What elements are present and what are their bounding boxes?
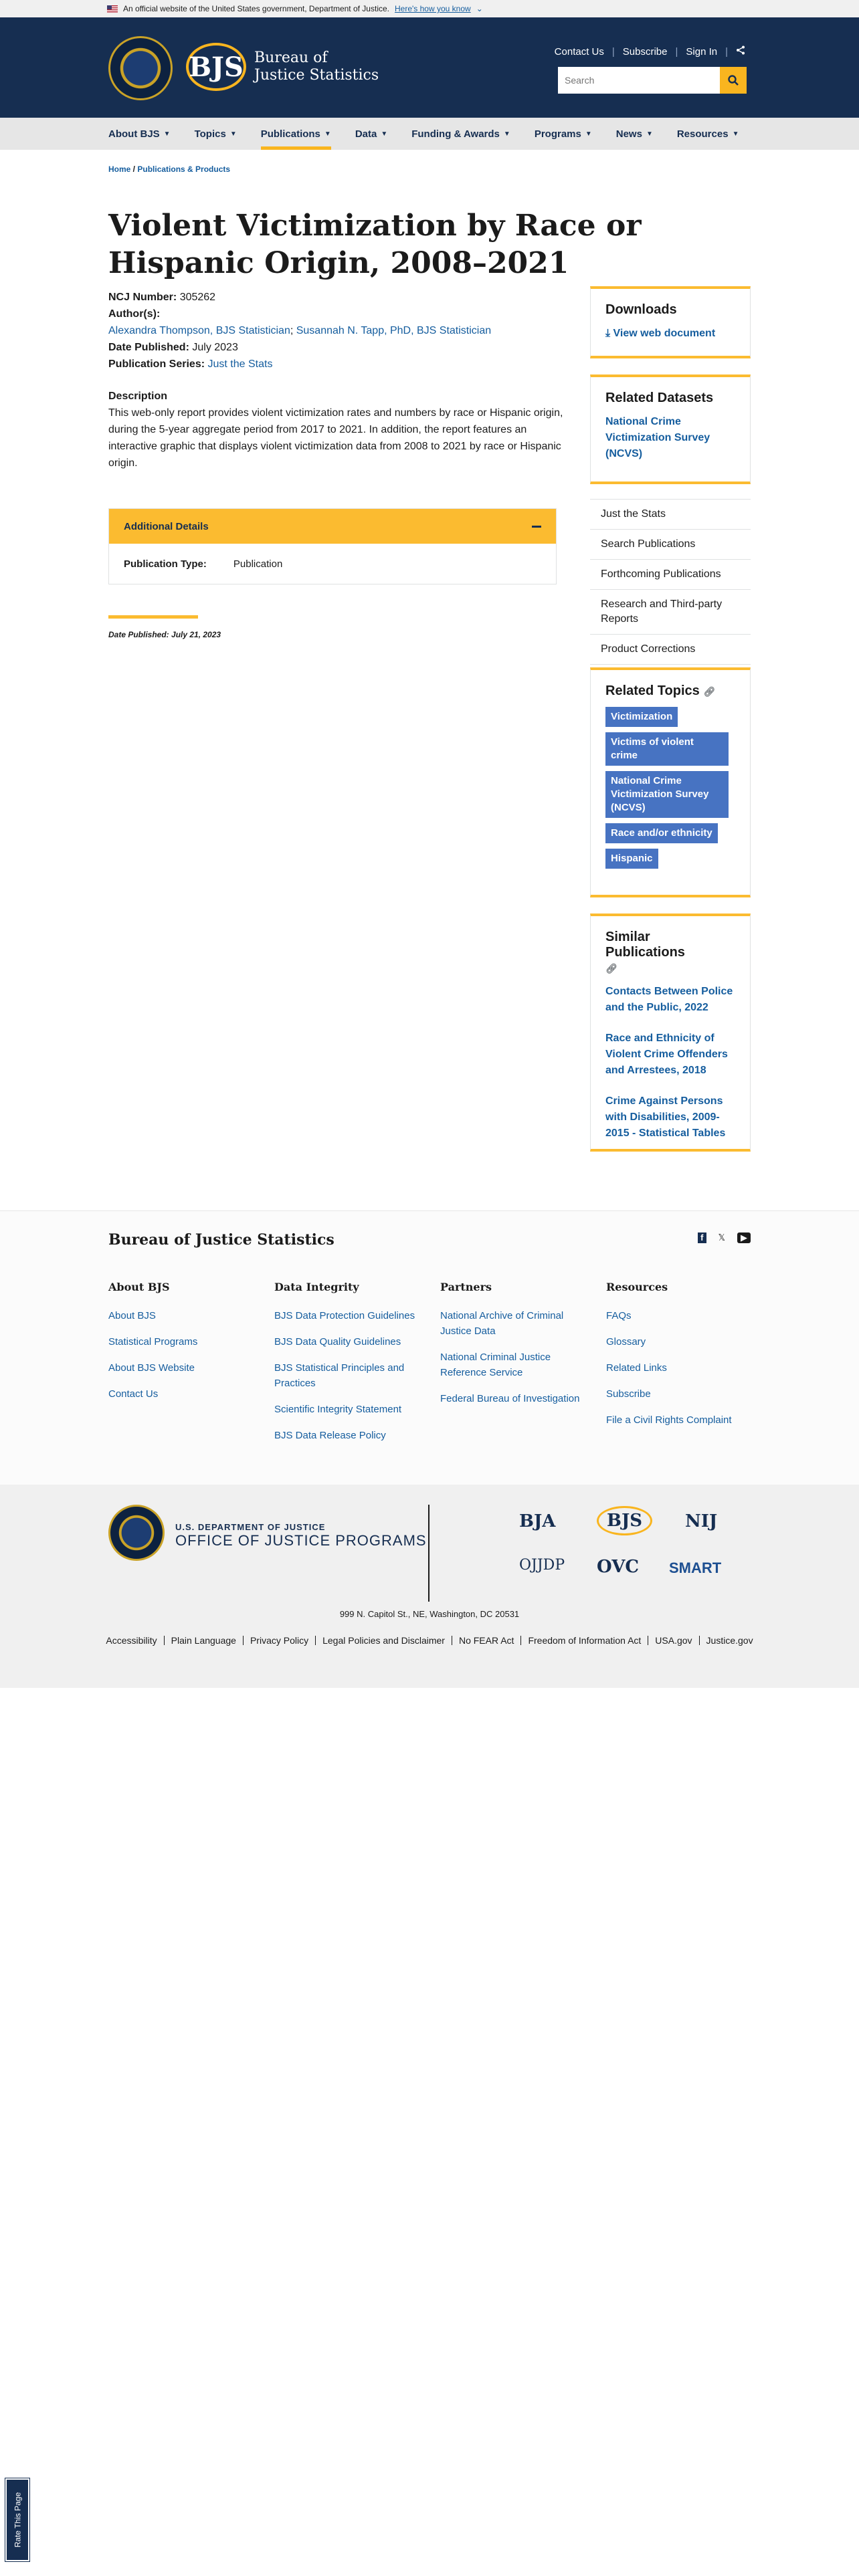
side-link[interactable]: Forthcoming Publications [590,559,751,589]
similar-title: Similar Publications [605,930,685,960]
ncj-number: 305262 [179,292,216,303]
date-published-footer: Date Published: July 21, 2023 [108,630,221,639]
nav-topics[interactable]: Topics ▼ [194,128,237,140]
footer-legal-link[interactable]: No FEAR Act [452,1636,521,1645]
side-link[interactable]: Search Publications [590,529,751,559]
gov-banner [0,0,859,17]
footer-link[interactable]: National Archive of Criminal Justice Data [440,1310,564,1337]
chevron-down-icon[interactable]: ⌄ [476,4,483,13]
similar-link[interactable]: Crime Against Persons with Disabilities, 2009-2015 - Statistical Tables [605,1095,726,1139]
downloads-box [590,286,751,358]
contact-us-link[interactable]: Contact Us [554,45,604,58]
chevron-down-icon: ▼ [585,130,592,138]
footer-link[interactable]: Contact Us [108,1388,159,1400]
ojp-logo[interactable]: U.S. DEPARTMENT OF JUSTICE OFFICE OF JUSTICE PROGRAMS [175,1522,427,1549]
doj-seal-icon[interactable] [108,36,173,100]
topic-tag[interactable]: Victims of violent crime [605,732,729,766]
footer-link[interactable]: Federal Bureau of Investigation [440,1393,580,1404]
search-input[interactable] [558,67,720,94]
similar-link[interactable]: Race and Ethnicity of Violent Crime Offenders and Arrestees, 2018 [605,1033,728,1076]
side-link[interactable]: Research and Third-party Reports [590,589,751,634]
footer-legal-link[interactable]: Plain Language [165,1636,244,1645]
related-topics-title: Related Topics [605,683,700,698]
nij-logo[interactable]: NIJ [685,1511,718,1531]
link-icon: 🔗︎ [703,686,716,697]
series-link[interactable]: Just the Stats [207,358,273,370]
nav-about[interactable]: About BJS ▼ [108,128,171,140]
share-icon[interactable] [736,45,745,58]
smart-logo[interactable]: SMART [669,1560,722,1576]
ncvs-dataset-link[interactable]: National Crime Victimization Survey (NCVS) [605,416,710,459]
footer-link[interactable]: BJS Statistical Principles and Practices [274,1362,405,1389]
ojp-footer [0,1485,859,1688]
agency-line2: Justice Statistics [254,67,379,84]
gov-banner-text: An official website of the United States government, Department of Justice. [123,4,389,13]
download-icon: ⤓ [605,328,611,339]
site-footer [0,1210,859,1485]
footer-link[interactable]: FAQs [606,1310,632,1321]
main-nav [0,118,859,150]
similar-publications-box [590,914,751,1152]
link-icon: 🔗︎ [605,963,617,974]
minus-icon [532,526,541,528]
divider [428,1505,430,1602]
footer-link[interactable]: Statistical Programs [108,1336,198,1348]
side-links [590,499,751,665]
description [108,388,563,471]
social-links [698,1232,751,1243]
view-web-document-link[interactable]: ⤓ View web document [605,328,716,339]
chevron-down-icon: ▼ [732,130,739,138]
topic-tag[interactable]: Hispanic [605,849,658,869]
footer-legal-link[interactable]: USA.gov [648,1636,699,1645]
site-header [0,17,859,118]
us-flag-icon [107,5,118,13]
footer-about: About BJS About BJS Statistical Programs About BJS Website Contact Us [108,1281,256,1412]
author-link[interactable]: Susannah N. Tapp, PhD, BJS Statistician [296,325,492,336]
nav-funding[interactable]: Funding & Awards ▼ [411,128,510,140]
related-topics-box [590,667,751,897]
divider [108,615,198,619]
chevron-down-icon: ▼ [229,130,237,138]
page-title: Violent Victimization by Race or Hispanic Origin, 2008–2021 [108,209,642,280]
address: 999 N. Capitol St., NE, Washington, DC 20531 [339,1609,520,1619]
nav-publications[interactable]: Publications ▼ [261,118,331,150]
subscribe-link[interactable]: Subscribe [622,45,668,58]
footer-legal-link[interactable]: Privacy Policy [244,1636,316,1645]
bjs-logo-mark: BJS [186,43,246,91]
nav-news[interactable]: News ▼ [615,128,653,140]
footer-link[interactable]: BJS Data Quality Guidelines [274,1336,401,1348]
utility-links: Contact Us | Subscribe | Sign In | [555,45,745,58]
footer-link[interactable]: Glossary [606,1336,646,1348]
side-link[interactable]: Just the Stats [590,499,751,529]
footer-link[interactable]: File a Civil Rights Complaint [606,1414,732,1426]
footer-resources: Resources FAQs Glossary Related Links Subscribe File a Civil Rights Complaint [606,1281,753,1438]
chevron-down-icon: ▼ [324,130,331,138]
how-you-know-link[interactable]: Here's how you know [395,4,471,13]
bja-logo[interactable]: BJA [519,1511,556,1531]
legal-links [0,1636,859,1645]
downloads-title: Downloads [605,302,677,317]
youtube-icon[interactable]: ▶ [737,1232,751,1243]
related-datasets-title: Related Datasets [605,391,714,405]
description-label: Description [108,391,168,402]
footer-link[interactable]: About BJS Website [108,1362,195,1374]
topic-tag[interactable]: Victimization [605,707,678,727]
chevron-down-icon: ▼ [503,130,510,138]
footer-partners: Partners National Archive of Criminal Justice Data National Criminal Justice Reference Service Federal Bureau of Investigation [440,1281,587,1417]
breadcrumb: Home / Publications & Products [108,165,231,174]
footer-legal-link[interactable]: Accessibility [99,1636,164,1645]
footer-integrity: Data Integrity BJS Data Protection Guidelines BJS Data Quality Guidelines BJS Statistical Principles and Practices Scientific Integrity Statement BJS Data Release Policy [274,1281,421,1454]
footer-legal-link[interactable]: Justice.gov [706,1635,753,1646]
ovc-logo[interactable]: OVC [597,1557,640,1577]
publication-meta: NCJ Number: 305262 Author(s): Alexandra Thompson, BJS Statistician; Susannah N. Tapp, PhD, BJS Statistician Date Published: July 2023 Publication Series: Just the Stats [108,292,492,370]
nav-data[interactable]: Data ▼ [355,128,388,140]
date-published: July 2023 [192,342,238,353]
accordion-toggle[interactable]: Additional Details [109,509,556,544]
footer-title: Bureau of Justice Statistics [108,1231,335,1249]
x-icon[interactable]: 𝕏 [718,1232,725,1243]
facebook-icon[interactable]: f [698,1232,706,1243]
topic-tag[interactable]: National Crime Victimization Survey (NCVS) [605,771,729,818]
nav-resources[interactable]: Resources ▼ [676,128,739,140]
footer-link[interactable]: BJS Data Protection Guidelines [274,1310,415,1321]
bjs-logo[interactable] [186,43,379,91]
breadcrumb-publications[interactable]: Publications & Products [137,165,231,174]
author-link[interactable]: Alexandra Thompson, BJS Statistician [108,325,290,336]
side-link[interactable]: Product Corrections [590,634,751,665]
footer-link[interactable]: Related Links [606,1362,667,1374]
doj-seal-icon[interactable] [108,1505,165,1561]
chevron-down-icon: ▼ [381,130,388,138]
search-icon [728,75,739,86]
footer-link[interactable]: About BJS [108,1310,156,1321]
similar-link[interactable]: Contacts Between Police and the Public, 2022 [605,986,733,1013]
rate-this-page-button[interactable]: Rate This Page [5,2478,29,2561]
breadcrumb-home[interactable]: Home [108,165,131,174]
related-datasets-box [590,374,751,484]
agency-line1: Bureau of [254,49,328,66]
nav-programs[interactable]: Programs ▼ [534,128,592,140]
sign-in-link[interactable]: Sign In [686,45,718,58]
topic-tag[interactable]: Race and/or ethnicity [605,823,718,843]
description-text: This web-only report provides violent victimization rates and numbers by race or Hispanic origin, during the 5-year aggregate period from 2017 to 2021. In addition, the report features an interactive graphic that displays violent victimization data from 2008 to 2021 by race or Hispanic origin. [108,407,563,469]
footer-legal-link[interactable]: Legal Policies and Disclaimer [316,1636,452,1645]
chevron-down-icon: ▼ [646,130,653,138]
footer-link[interactable]: National Criminal Justice Reference Service [440,1352,551,1378]
bjs-logo[interactable]: BJS [597,1506,652,1535]
search-form [558,67,747,94]
footer-link[interactable]: BJS Data Release Policy [274,1430,386,1441]
publication-type: Publication [233,558,283,570]
footer-legal-link[interactable]: Freedom of Information Act [521,1636,648,1645]
footer-link[interactable]: Scientific Integrity Statement [274,1404,402,1415]
chevron-down-icon: ▼ [163,130,171,138]
search-button[interactable] [720,67,747,94]
additional-details-accordion [108,508,557,584]
publication-type-label: Publication Type: [124,558,207,570]
ojjdp-logo[interactable]: OJJDP [519,1557,565,1574]
footer-link[interactable]: Subscribe [606,1388,651,1400]
